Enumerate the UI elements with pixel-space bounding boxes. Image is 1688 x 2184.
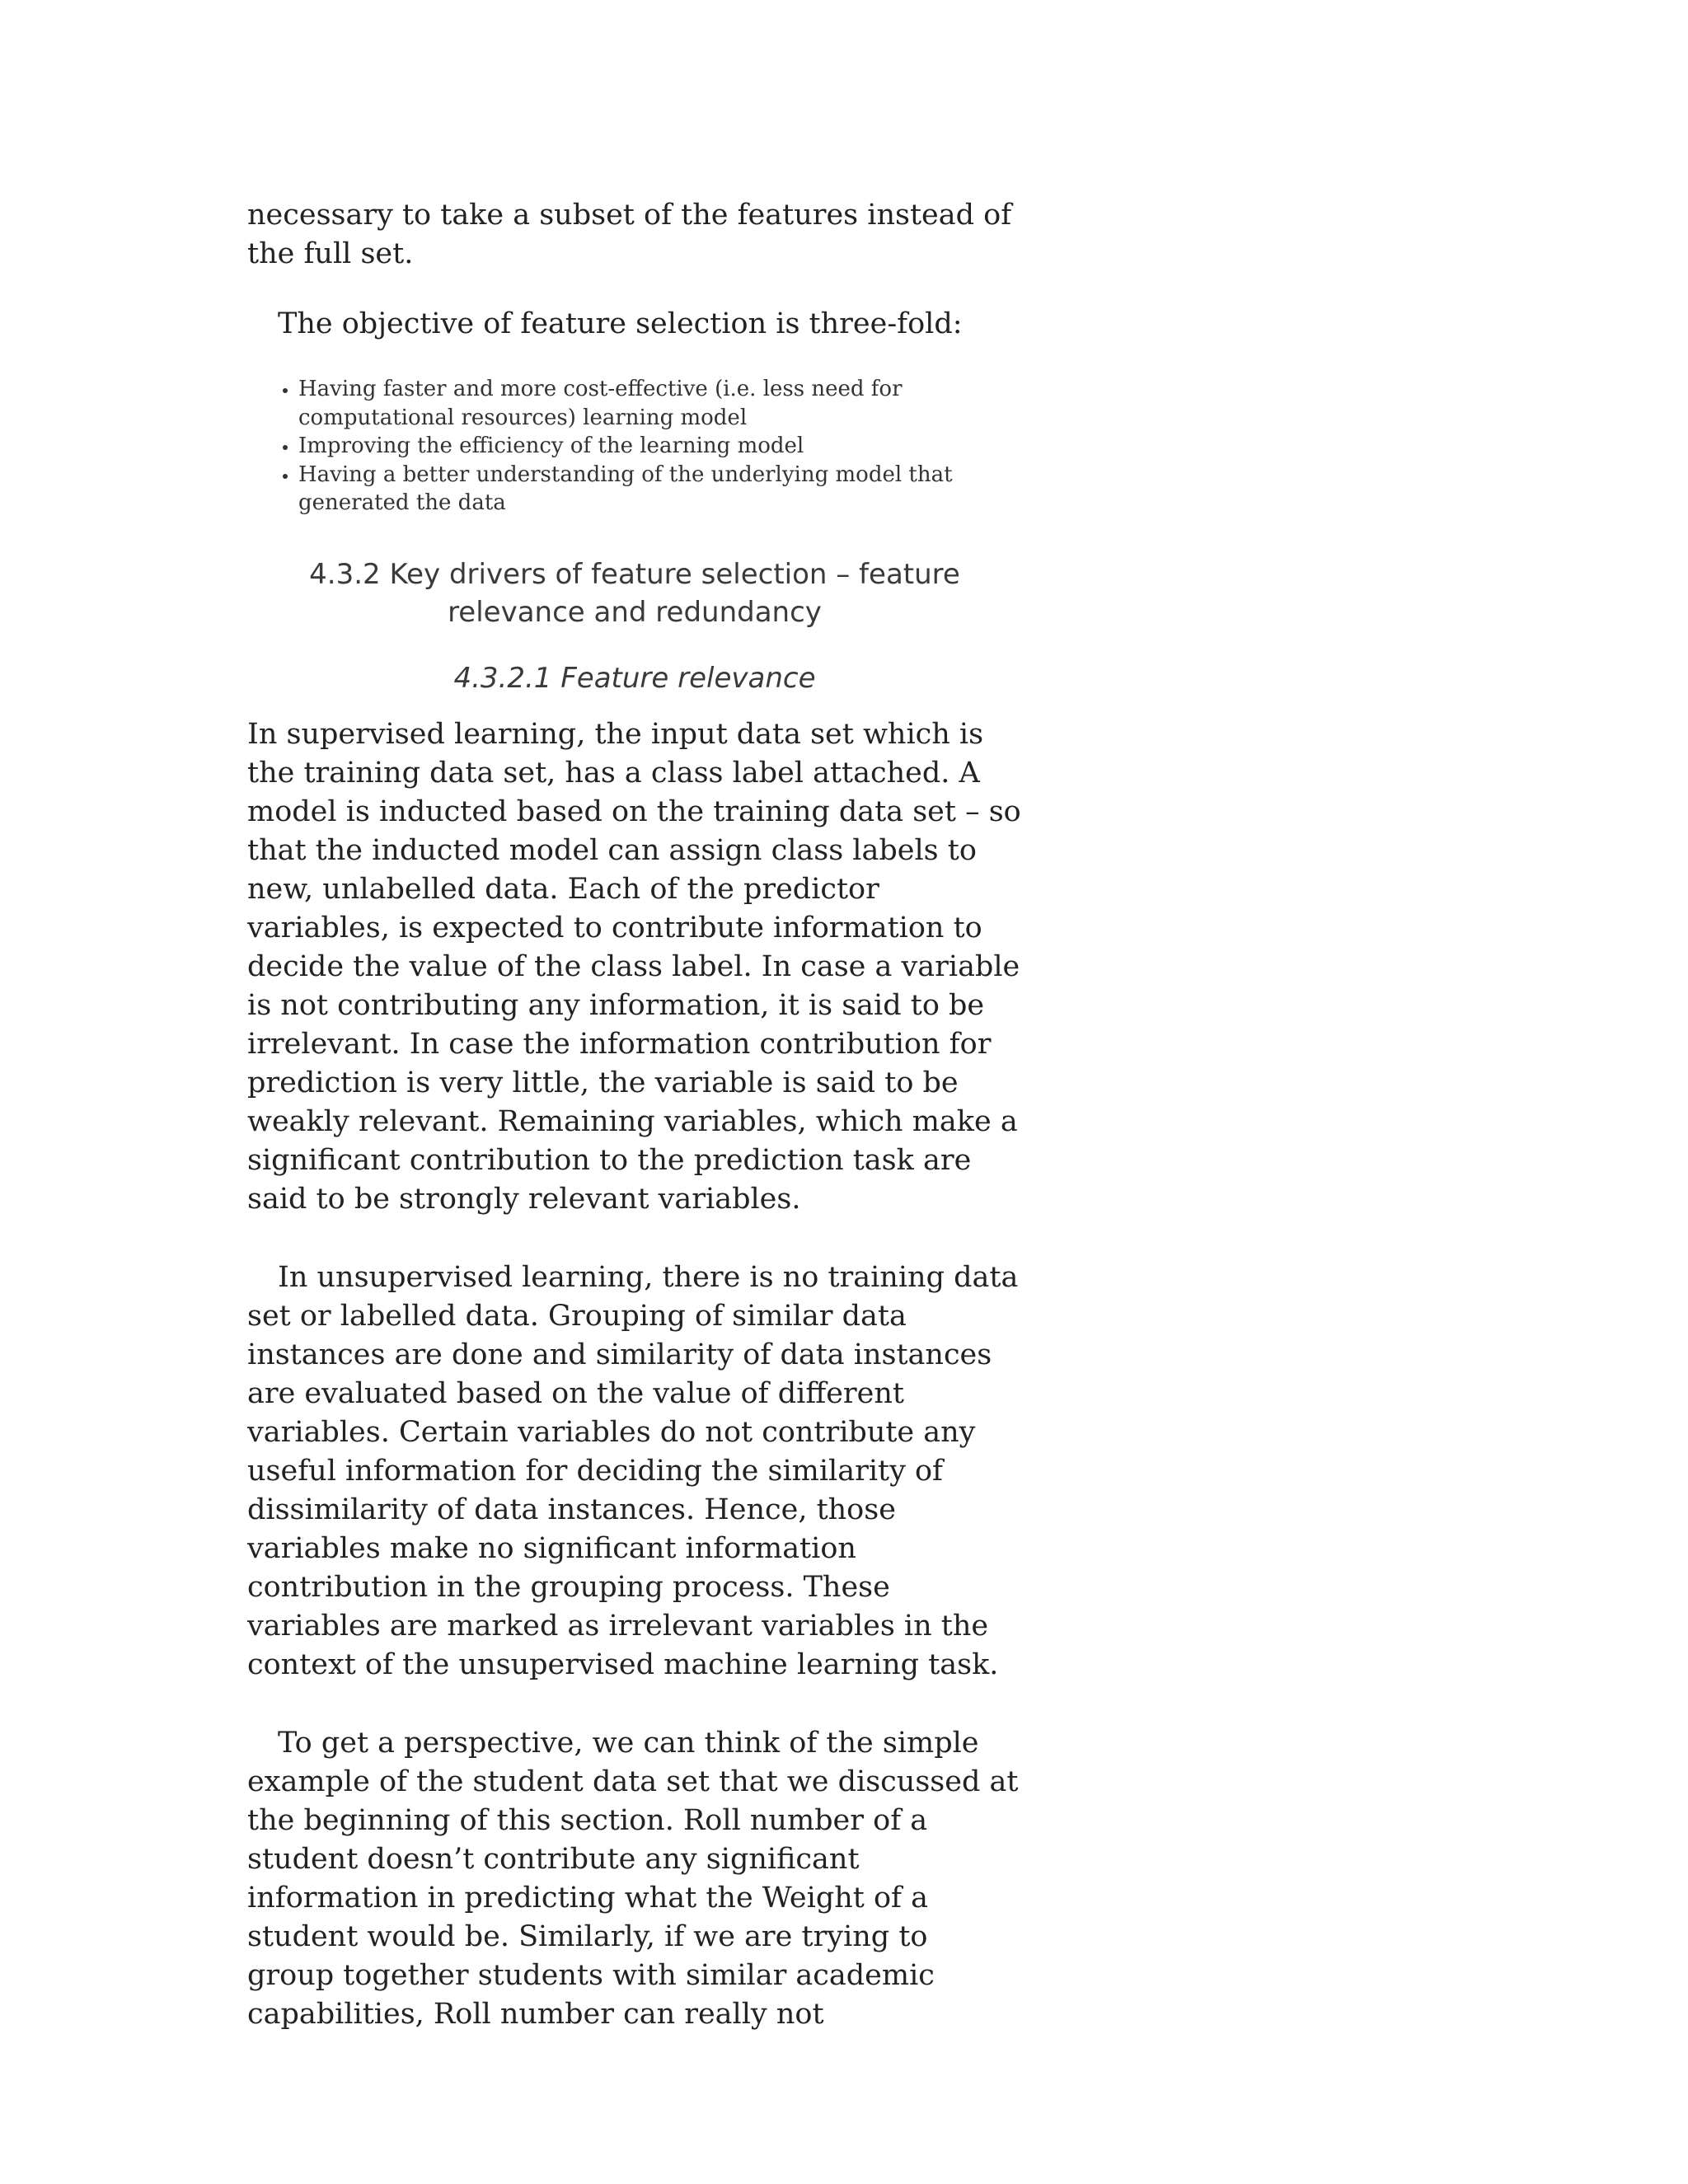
spacer bbox=[247, 631, 1022, 659]
objective-intro: The objective of feature selection is three-fold: bbox=[278, 307, 963, 340]
subsection-heading: 4.3.2.1 Feature relevance bbox=[453, 661, 816, 695]
continuation-paragraph: necessary to take a subset of the features instead of the full set. bbox=[247, 199, 1012, 270]
spacer bbox=[247, 697, 1022, 715]
paragraph-perspective: To get a perspective, we can think of the simple example of the student data set that we discussed at the beginning of this section. Roll number of a student doesn’t contribute any significant information in predicting what the Weight of a student would be. Similarly, if we are trying to group together students with similar academic capabilities, Roll number can really not bbox=[247, 1726, 1019, 2031]
spacer bbox=[247, 1685, 1022, 1724]
section-heading: 4.3.2 Key drivers of feature selection – feature relevance and redundancy bbox=[309, 557, 960, 629]
spacer bbox=[247, 344, 1022, 375]
list-item: • Having a better understanding of the underlying model that generated the data bbox=[298, 461, 974, 518]
spacer bbox=[247, 1219, 1022, 1258]
objective-list bbox=[247, 375, 974, 518]
spacer bbox=[247, 274, 1022, 305]
paragraph-unsupervised: In unsupervised learning, there is no training data set or labelled data. Grouping of similar data instances are done and similarity of data instances are evaluated based on the value of different variables. Certain variables do not contribute any useful information for deciding the similarity of dissimilarity of data instances. Hence, those variables make no significant information contribution in the grouping process. These variables are marked as irrelevant variables in the context of the unsupervised machine learning task. bbox=[247, 1260, 1019, 1681]
document-page bbox=[247, 196, 1022, 2034]
list-item: • Having faster and more cost-effective (i.e. less need for computational resources) learning model bbox=[298, 375, 974, 432]
spacer bbox=[247, 518, 1022, 555]
paragraph-supervised: In supervised learning, the input data set which is the training data set, has a class label attached. A model is inducted based on the training data set – so that the inducted model can assign class labels to new, unlabelled data. Each of the predictor variables, is expected to contribute information to decide the value of the class label. In case a variable is not contributing any information, it is said to be irrelevant. In case the information contribution for prediction is very little, the variable is said to be weakly relevant. Remaining variables, which make a significant contribution to the prediction task are said to be strongly relevant variables. bbox=[247, 717, 1021, 1216]
list-item: • Improving the efficiency of the learning model bbox=[298, 432, 974, 461]
